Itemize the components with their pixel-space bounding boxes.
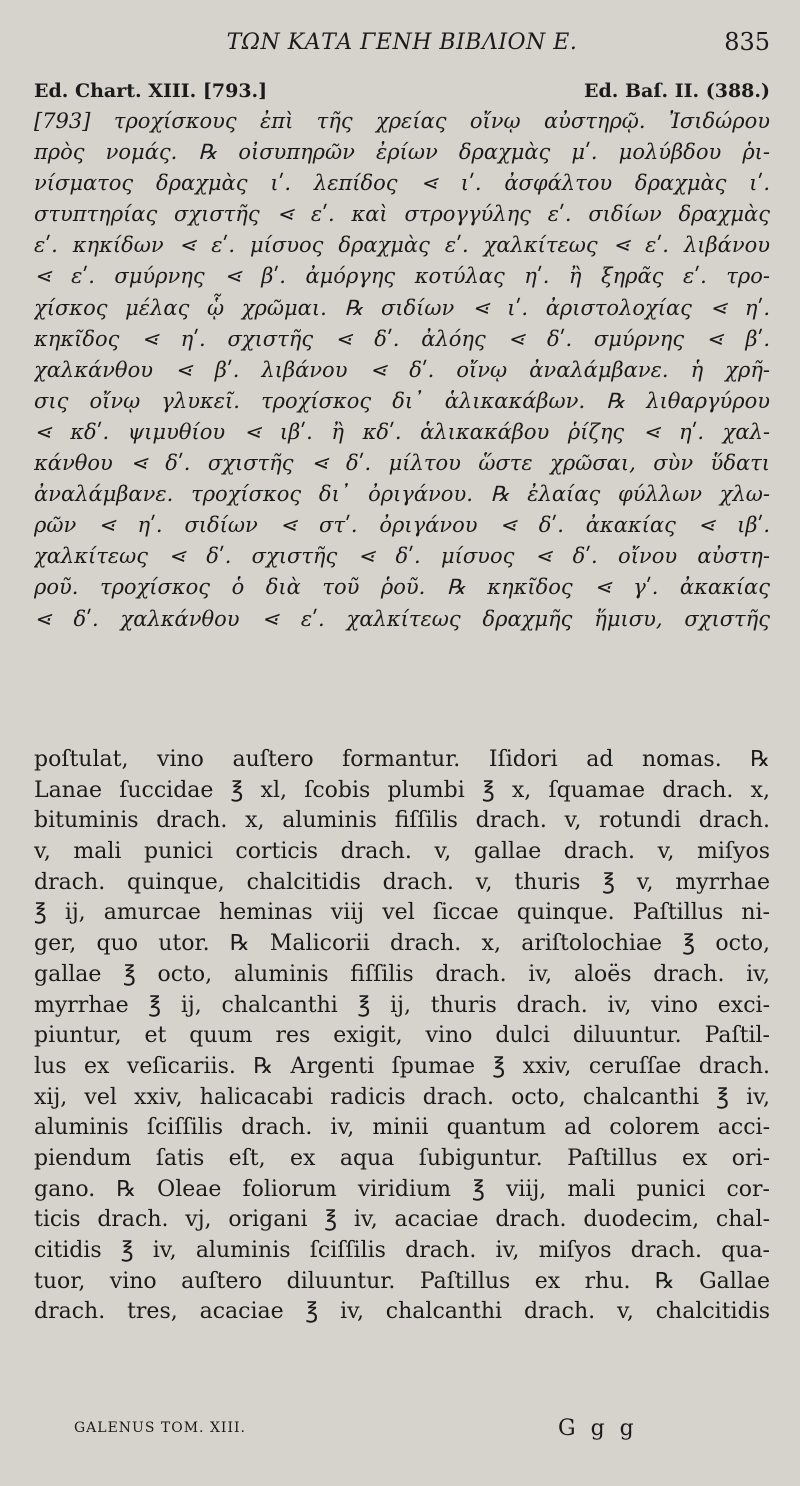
greek-line: ρῶν ⋖ ηʹ. σιδίων ⋖ στʹ. ὀριγάνου ⋖ δʹ. ἀκακίας ⋖ ιβʹ.	[34, 513, 770, 538]
latin-line: lus ex veſicariis. ℞ Argenti ſpumae ℥ xxiv, ceruſſae drach.	[34, 1053, 770, 1079]
page-footer	[74, 1416, 770, 1450]
latin-line: gallae ℥ octo, aluminis fiſſilis drach. iv, aloës drach. iv,	[34, 961, 770, 987]
edition-chartier: Ed. Chart. XIII. [793.]	[34, 80, 268, 102]
greek-line: εʹ. κηκίδων ⋖ εʹ. μίσυος δραχμὰς εʹ. χαλκίτεως ⋖ εʹ. λιβάνου	[34, 233, 770, 258]
latin-line: piendum ſatis eſt, ex aqua ſubiguntur. Paſtillus ex ori-	[34, 1145, 770, 1171]
greek-line: χαλκάνθου ⋖ βʹ. λιβάνου ⋖ δʹ. οἴνῳ ἀναλάμβανε. ἡ χρῆ-	[34, 357, 770, 382]
greek-line: [793] τροχίσκους ἐπὶ τῆς χρείας οἴνῳ αὐστηρῷ. Ἰσιδώρου	[34, 109, 770, 133]
gathering-mark: G g g	[558, 1416, 638, 1441]
greek-line: ⋖ δʹ. χαλκάνθου ⋖ εʹ. χαλκίτεως δραχμῆς ἥμισυ, σχιστῆς	[34, 606, 770, 631]
greek-line: χίσκος μέλας ᾧ χρῶμαι. ℞ σιδίων ⋖ ιʹ. ἀριστολοχίας ⋖ ηʹ.	[34, 295, 770, 320]
latin-line: v, mali punici corticis drach. v, gallae drach. v, miſyos	[34, 839, 770, 865]
greek-line: ἀναλάμβανε. τροχίσκος δι᾽ ὀριγάνου. ℞ ἐλαίας φύλλων χλω-	[34, 482, 770, 507]
latin-line: drach. quinque, chalcitidis drach. v, thuris ℥ v, myrrhae	[34, 869, 770, 895]
latin-line: aluminis ſciſſilis drach. iv, minii quantum ad colorem acci-	[34, 1115, 770, 1141]
greek-line: σις οἴνῳ γλυκεῖ. τροχίσκος δι᾽ ἁλικακάβων. ℞ λιθαργύρου	[34, 388, 770, 413]
edition-basel: Ed. Baſ. II. (388.)	[583, 80, 770, 102]
greek-line: χαλκίτεως ⋖ δʹ. σχιστῆς ⋖ δʹ. μίσυος ⋖ δʹ. οἴνου αὐστη-	[34, 544, 770, 569]
latin-line: ticis drach. vj, origani ℥ iv, acaciae drach. duodecim, chal-	[34, 1207, 770, 1233]
greek-line: ⋖ κδʹ. ψιμυθίου ⋖ ιβʹ. ἢ κδʹ. ἁλικακάβου ῥίζης ⋖ ηʹ. χαλ-	[34, 419, 770, 444]
latin-line: gano. ℞ Oleae foliorum viridium ℥ viij, mali punici cor-	[34, 1176, 770, 1202]
latin-line: ger, quo utor. ℞ Malicorii drach. x, ariſtolochiae ℥ octo,	[34, 931, 770, 957]
greek-line: στυπτηρίας σχιστῆς ⋖ εʹ. καὶ στρογγύλης εʹ. σιδίων δραχμὰς	[34, 202, 770, 227]
running-title: ΤΩΝ ΚΑΤΑ ΓΕΝΗ ΒΙΒΛΙΟΝ Ε.	[226, 30, 578, 55]
footer-signature: GALENUS TOM. XIII.	[74, 1420, 246, 1436]
edition-line	[34, 80, 770, 106]
greek-line: πρὸς νομάς. ℞ οἰσυπηρῶν ἐρίων δραχμὰς μʹ. μολύβδου ῥι-	[34, 140, 770, 165]
running-head	[34, 30, 770, 60]
latin-line: piuntur, et quum res exigit, vino dulci diluuntur. Paſtil-	[34, 1023, 770, 1049]
latin-line: poſtulat, vino auſtero formantur. Iſidori ad nomas. ℞	[34, 747, 770, 772]
greek-line: κηκῖδος ⋖ ηʹ. σχιστῆς ⋖ δʹ. ἀλόης ⋖ δʹ. σμύρνης ⋖ βʹ.	[34, 326, 770, 351]
page-number: 835	[724, 28, 770, 56]
latin-line: bituminis drach. x, aluminis fiſſilis drach. v, rotundi drach.	[34, 808, 770, 834]
latin-text-block	[34, 744, 770, 1327]
greek-text-block	[34, 106, 770, 635]
greek-line: νίσματος δραχμὰς ιʹ. λεπίδος ⋖ ιʹ. ἀσφάλτου δραχμὰς ιʹ.	[34, 171, 770, 196]
latin-line: xij, vel xxiv, halicacabi radicis drach. octo, chalcanthi ℥ iv,	[34, 1084, 770, 1110]
latin-line: ℥ ij, amurcae heminas viij vel ſiccae quinque. Paſtillus ni-	[34, 900, 770, 926]
latin-line: Lanae ſuccidae ℥ xl, ſcobis plumbi ℥ x, ſquamae drach. x,	[34, 777, 770, 803]
latin-line: tuor, vino auſtero diluuntur. Paſtillus ex rhu. ℞ Gallae	[34, 1268, 770, 1294]
latin-line: citidis ℥ iv, aluminis ſciſſilis drach. iv, miſyos drach. qua-	[34, 1238, 770, 1263]
latin-line: drach. tres, acaciae ℥ iv, chalcanthi drach. v, chalcitidis	[34, 1299, 770, 1325]
greek-line: ροῦ. τροχίσκος ὁ διὰ τοῦ ῥοῦ. ℞ κηκῖδος ⋖ γʹ. ἀκακίας	[34, 575, 770, 600]
latin-line: myrrhae ℥ ij, chalcanthi ℥ ij, thuris drach. iv, vino exci-	[34, 992, 770, 1018]
greek-line: κάνθου ⋖ δʹ. σχιστῆς ⋖ δʹ. μίλτου ὥστε χρῶσαι, σὺν ὕδατι	[34, 451, 770, 476]
greek-line: ⋖ εʹ. σμύρνης ⋖ βʹ. ἀμόργης κοτύλας ηʹ. ἢ ξηρᾶς εʹ. τρο-	[34, 264, 770, 289]
